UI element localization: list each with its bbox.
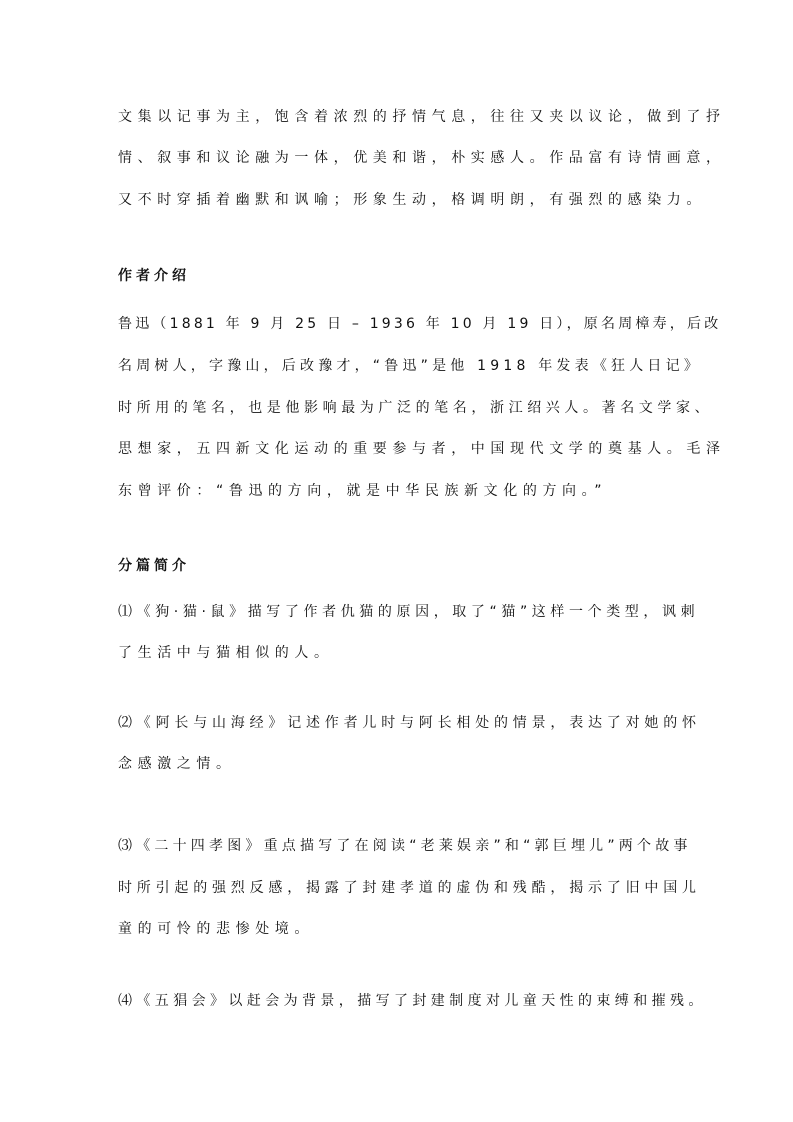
author-line: 名周树人，字豫山，后改豫才，“鲁迅”是他 1918 年发表《狂人日记》: [118, 358, 703, 374]
chapter-line: 了生活中与猫相似的人。: [118, 645, 334, 661]
intro-line: 情、叙事和议论融为一体，优美和谐，朴实感人。作品富有诗情画意，: [118, 150, 726, 166]
chapter-line: ⑶《二十四孝图》重点描写了在阅读“老莱娱亲”和“郭巨埋儿”两个故事: [118, 838, 692, 854]
author-line: 东曾评价：“鲁迅的方向，就是中华民族新文化的方向。”: [118, 483, 608, 499]
chapter-line: ⑵《阿长与山海经》记述作者儿时与阿长相处的情景，表达了对她的怀: [118, 715, 701, 731]
intro-line: 文集以记事为主，饱含着浓烈的抒情气息，往往又夹以议论，做到了抒: [118, 109, 726, 125]
author-line: 思想家，五四新文化运动的重要参与者，中国现代文学的奠基人。毛泽: [118, 441, 726, 457]
chapter-line: 时所引起的强烈反感，揭露了封建孝道的虚伪和残酷，揭示了旧中国儿: [118, 880, 701, 896]
chapter-line: ⑷《五猖会》以赶会为背景，描写了封建制度对儿童天性的束缚和摧残。: [118, 993, 707, 1009]
author-line: 鲁迅（1881 年 9 月 25 日 – 1936 年 10 月 19 日），原名周樟寿，后改: [118, 316, 722, 332]
section-heading-chapters: 分篇简介: [118, 558, 190, 574]
chapter-line: 念感激之情。: [118, 756, 236, 772]
chapter-line: ⑴《狗·猫·鼠》描写了作者仇猫的原因，取了“猫”这样一个类型，讽刺: [118, 604, 700, 620]
intro-line: 又不时穿插着幽默和讽喻；形象生动，格调明朗，有强烈的感染力。: [118, 192, 706, 208]
section-heading-author: 作者介绍: [118, 268, 190, 284]
author-line: 时所用的笔名，也是他影响最为广泛的笔名，浙江绍兴人。著名文学家、: [118, 400, 714, 416]
chapter-line: 童的可怜的悲惨处境。: [118, 921, 314, 937]
